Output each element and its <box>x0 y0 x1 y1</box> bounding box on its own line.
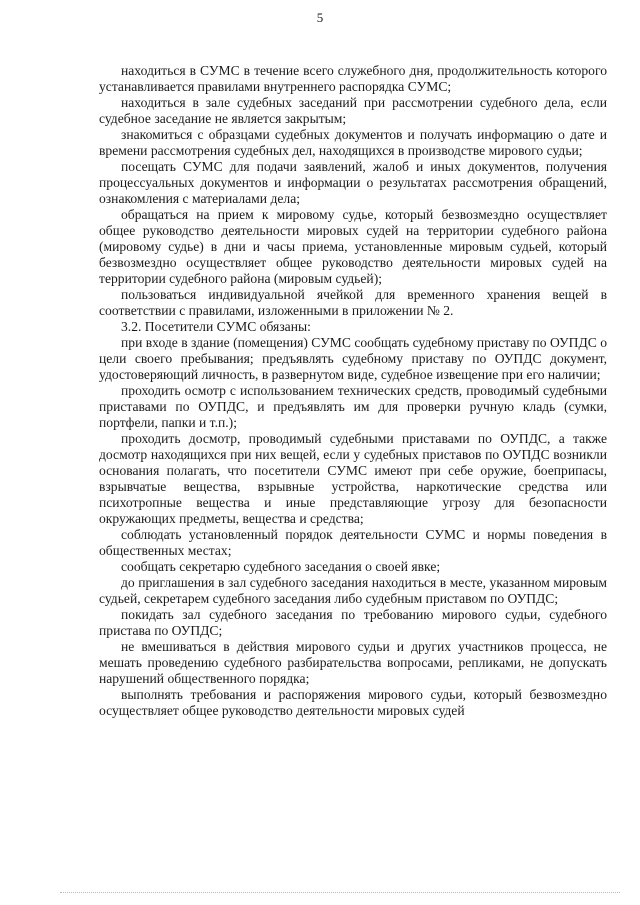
scan-edge-line <box>60 892 620 893</box>
paragraph: соблюдать установленный порядок деятельности СУМС и нормы поведения в общественных местах; <box>99 527 607 558</box>
paragraph: находиться в СУМС в течение всего служебного дня, продолжительность которого устанавливается правилами внутреннего распорядка СУМС; <box>99 63 607 94</box>
section-heading: 3.2. Посетители СУМС обязаны: <box>121 319 311 334</box>
page-number: 5 <box>316 10 324 25</box>
paragraph: находиться в зале судебных заседаний при рассмотрении судебного дела, если судебное заседание не является закрытым; <box>99 95 607 126</box>
paragraph: выполнять требования и распоряжения мирового судьи, который безвозмездно осуществляет общее руководство деятельности мировых судей <box>99 687 607 718</box>
paragraph: проходить осмотр с использованием технических средств, проводимый судебными приставами по ОУПДС, и предъявлять им для проверки ручную кладь (сумки, портфели, папки и т.п.); <box>99 383 607 430</box>
paragraph: знакомиться с образцами судебных документов и получать информацию о дате и времени рассмотрения судебных дел, находящихся в производстве мирового судьи; <box>99 127 607 158</box>
paragraph: покидать зал судебного заседания по требованию мирового судьи, судебного пристава по ОУПДС; <box>99 607 607 638</box>
paragraph: обращаться на прием к мировому судье, который безвозмездно осуществляет общее руководство деятельности мировых судей на территории судебного района (мировому судье) в дни и часы приема, установленные мировым судьей, который безвозмездно осуществляет общее руководство деятельности мировых судей на территории судебного района (мировым судьей); <box>99 207 607 286</box>
paragraph: пользоваться индивидуальной ячейкой для временного хранения вещей в соответствии с правилами, изложенными в приложении № 2. <box>99 287 607 318</box>
paragraph: при входе в здание (помещения) СУМС сообщать судебному приставу по ОУПДС о цели своего пребывания; предъявлять судебному приставу по ОУПДС документ, удостоверяющий личность, в развернутом виде, судебное извещение при его наличии; <box>99 335 608 382</box>
paragraph: проходить досмотр, проводимый судебными приставами по ОУПДС, а также досмотр находящихся при них вещей, если у судебных приставов по ОУПДС возникли основания полагать, что посетители СУМС имеют при себе оружие, боеприпасы, взрывчатые вещества, взрывные устройства, наркотические средства или психотропные вещества и иные представляющие угрозу для безопасности окружающих предметы, вещества и средства; <box>99 431 607 526</box>
paragraph: не вмешиваться в действия мирового судьи и других участников процесса, не мешать проведению судебного разбирательства вопросами, репликами, не допускать нарушений общественного порядка; <box>99 639 607 686</box>
paragraph: посещать СУМС для подачи заявлений, жалоб и иных документов, получения процессуальных документов и информации о результатах рассмотрения обращений, ознакомления с материалами дела; <box>99 159 607 206</box>
paragraph: до приглашения в зал судебного заседания находиться в месте, указанном мировым судьей, секретарем судебного заседания либо судебным приставом по ОУПДС; <box>99 575 607 606</box>
paragraph: сообщать секретарю судебного заседания о своей явке; <box>121 559 441 574</box>
document-body <box>99 63 607 719</box>
